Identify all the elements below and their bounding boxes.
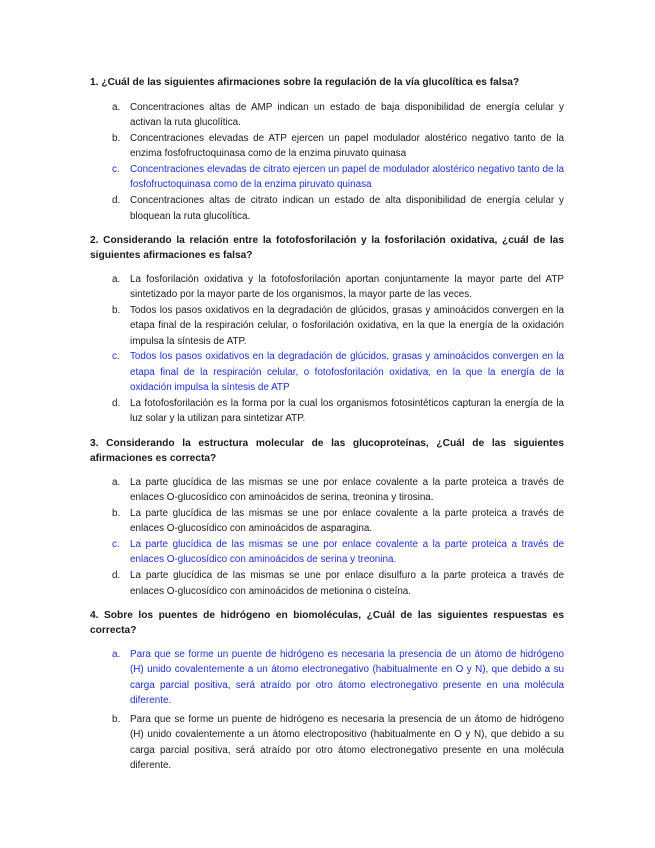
option-b (90, 712, 564, 773)
question-number: 3. (90, 438, 99, 449)
question-3-options (90, 475, 564, 599)
option-text: Todos los pasos oxidativos en la degradación de glúcidos, grasas y aminoácidos convergen en la etapa final de la respiración celular, o fotofosforilación oxidativa, en la que la energía de la oxidación impulsa la síntesis de ATP (130, 351, 564, 394)
question-2 (90, 233, 564, 263)
option-text: La parte glucídica de las mismas se une por enlace covalente a la parte proteica a través de enlaces O-glucosídico con aminoácidos de serina, treonina y tirosina. (130, 477, 564, 504)
option-text: Para que se forme un puente de hidrógeno es necesaria la presencia de un átomo de hidrógeno (H) unido covalentemente a un átomo electronegativo (habitualmente en O y N), que debido a su carga parcial positiva, será atraído por otro átomo electronegativo presente en una molécula diferente. (130, 649, 564, 706)
option-letter: c. (112, 539, 120, 551)
option-text: La fosforilación oxidativa y la fotofosforilación aportan conjuntamente la mayor parte del ATP sintetizado por la mayor parte de los organismos, la mayor parte de las veces. (130, 274, 564, 301)
question-4-options (90, 647, 564, 773)
option-text: Para que se forme un puente de hidrógeno es necesaria la presencia de un átomo de hidrógeno (H) unido covalentemente a un átomo electropositivo (habitualmente en O y N), que debido a su carga parcial positiva, será atraído por otro átomo electronegativo presente en una molécula diferente. (130, 714, 564, 772)
question-number: 1. (90, 77, 99, 88)
option-text: La parte glucídica de las mismas se une por enlace covalente a la parte proteica a través de enlaces O-glucosídico con aminoácidos de serina y treonina. (130, 539, 564, 566)
option-text: Concentraciones elevadas de ATP ejercen un papel modulador alostérico negativo tanto de la enzima fosfofructoquinasa como de la enzima piruvato quinasa (130, 133, 564, 160)
option-letter: b. (112, 508, 121, 520)
option-text: Concentraciones altas de AMP indican un estado de baja disponibilidad de energía celular y activan la ruta glucolítica. (130, 102, 564, 129)
question-2-options (90, 272, 564, 426)
option-letter: a. (112, 649, 121, 660)
question-text: Considerando la relación entre la fotofosforilación y la fosforilación oxidativa, ¿cuál de las siguientes afirmaciones es falsa? (90, 235, 564, 261)
option-letter: d. (112, 195, 121, 207)
question-4 (90, 608, 564, 638)
option-a (90, 647, 564, 708)
option-letter: d. (112, 570, 121, 582)
option-letter: b. (112, 305, 121, 317)
option-text: Concentraciones elevadas de citrato ejercen un papel de modulador alostérico negativo tanto de la fosfofructoquinasa como de la enzima piruvato quinasa (130, 164, 564, 191)
option-a (90, 100, 564, 131)
option-d (90, 568, 564, 599)
option-letter: d. (112, 397, 121, 409)
option-letter: b. (112, 714, 121, 726)
option-letter: a. (112, 102, 121, 113)
question-number: 2. (90, 235, 99, 246)
option-letter: a. (112, 477, 121, 488)
option-c (90, 162, 564, 193)
option-d (90, 193, 564, 224)
option-a (90, 272, 564, 303)
option-d (90, 396, 564, 427)
option-text: La parte glucídica de las mismas se une por enlace covalente a la parte proteica a través de enlaces O-glucosídico con aminoácidos de asparagina. (130, 508, 564, 535)
option-text: La parte glucídica de las mismas se une por enlace disulfuro a la parte proteica a través de enlaces O-glucosídico con aminoácidos de metionina o cisteína. (130, 570, 564, 597)
question-3 (90, 436, 564, 466)
option-b (90, 131, 564, 162)
option-b (90, 506, 564, 537)
option-letter: a. (112, 274, 121, 285)
option-text: Concentraciones altas de citrato indican un estado de alta disponibilidad de energía celular y bloquean la ruta glucolítica. (130, 195, 564, 222)
option-a (90, 475, 564, 506)
question-1 (90, 75, 564, 90)
option-c (90, 349, 564, 395)
option-text: La fotofosforilación es la forma por la cual los organismos fotosintéticos capturan la energía de la luz solar y la utilizan para sintetizar ATP. (130, 397, 564, 425)
question-text: ¿Cuál de las siguientes afirmaciones sobre la regulación de la vía glucolítica es falsa? (101, 77, 520, 88)
question-1-options (90, 100, 564, 224)
question-text: Considerando la estructura molecular de las glucoproteínas, ¿Cuál de las siguientes afirmaciones es correcta? (90, 438, 564, 464)
question-text: Sobre los puentes de hidrógeno en biomoléculas, ¿Cuál de las siguientes respuestas es correcta? (90, 610, 564, 636)
question-number: 4. (90, 610, 99, 621)
option-c (90, 537, 564, 568)
option-b (90, 303, 564, 349)
option-letter: c. (112, 351, 120, 363)
option-letter: b. (112, 133, 121, 145)
option-text: Todos los pasos oxidativos en la degradación de glúcidos, grasas y aminoácidos convergen en la etapa final de la respiración celular, o fosforilación oxidativa, en la que la energía de la oxidación impulsa la síntesis de ATP. (130, 305, 564, 347)
option-letter: c. (112, 164, 120, 176)
